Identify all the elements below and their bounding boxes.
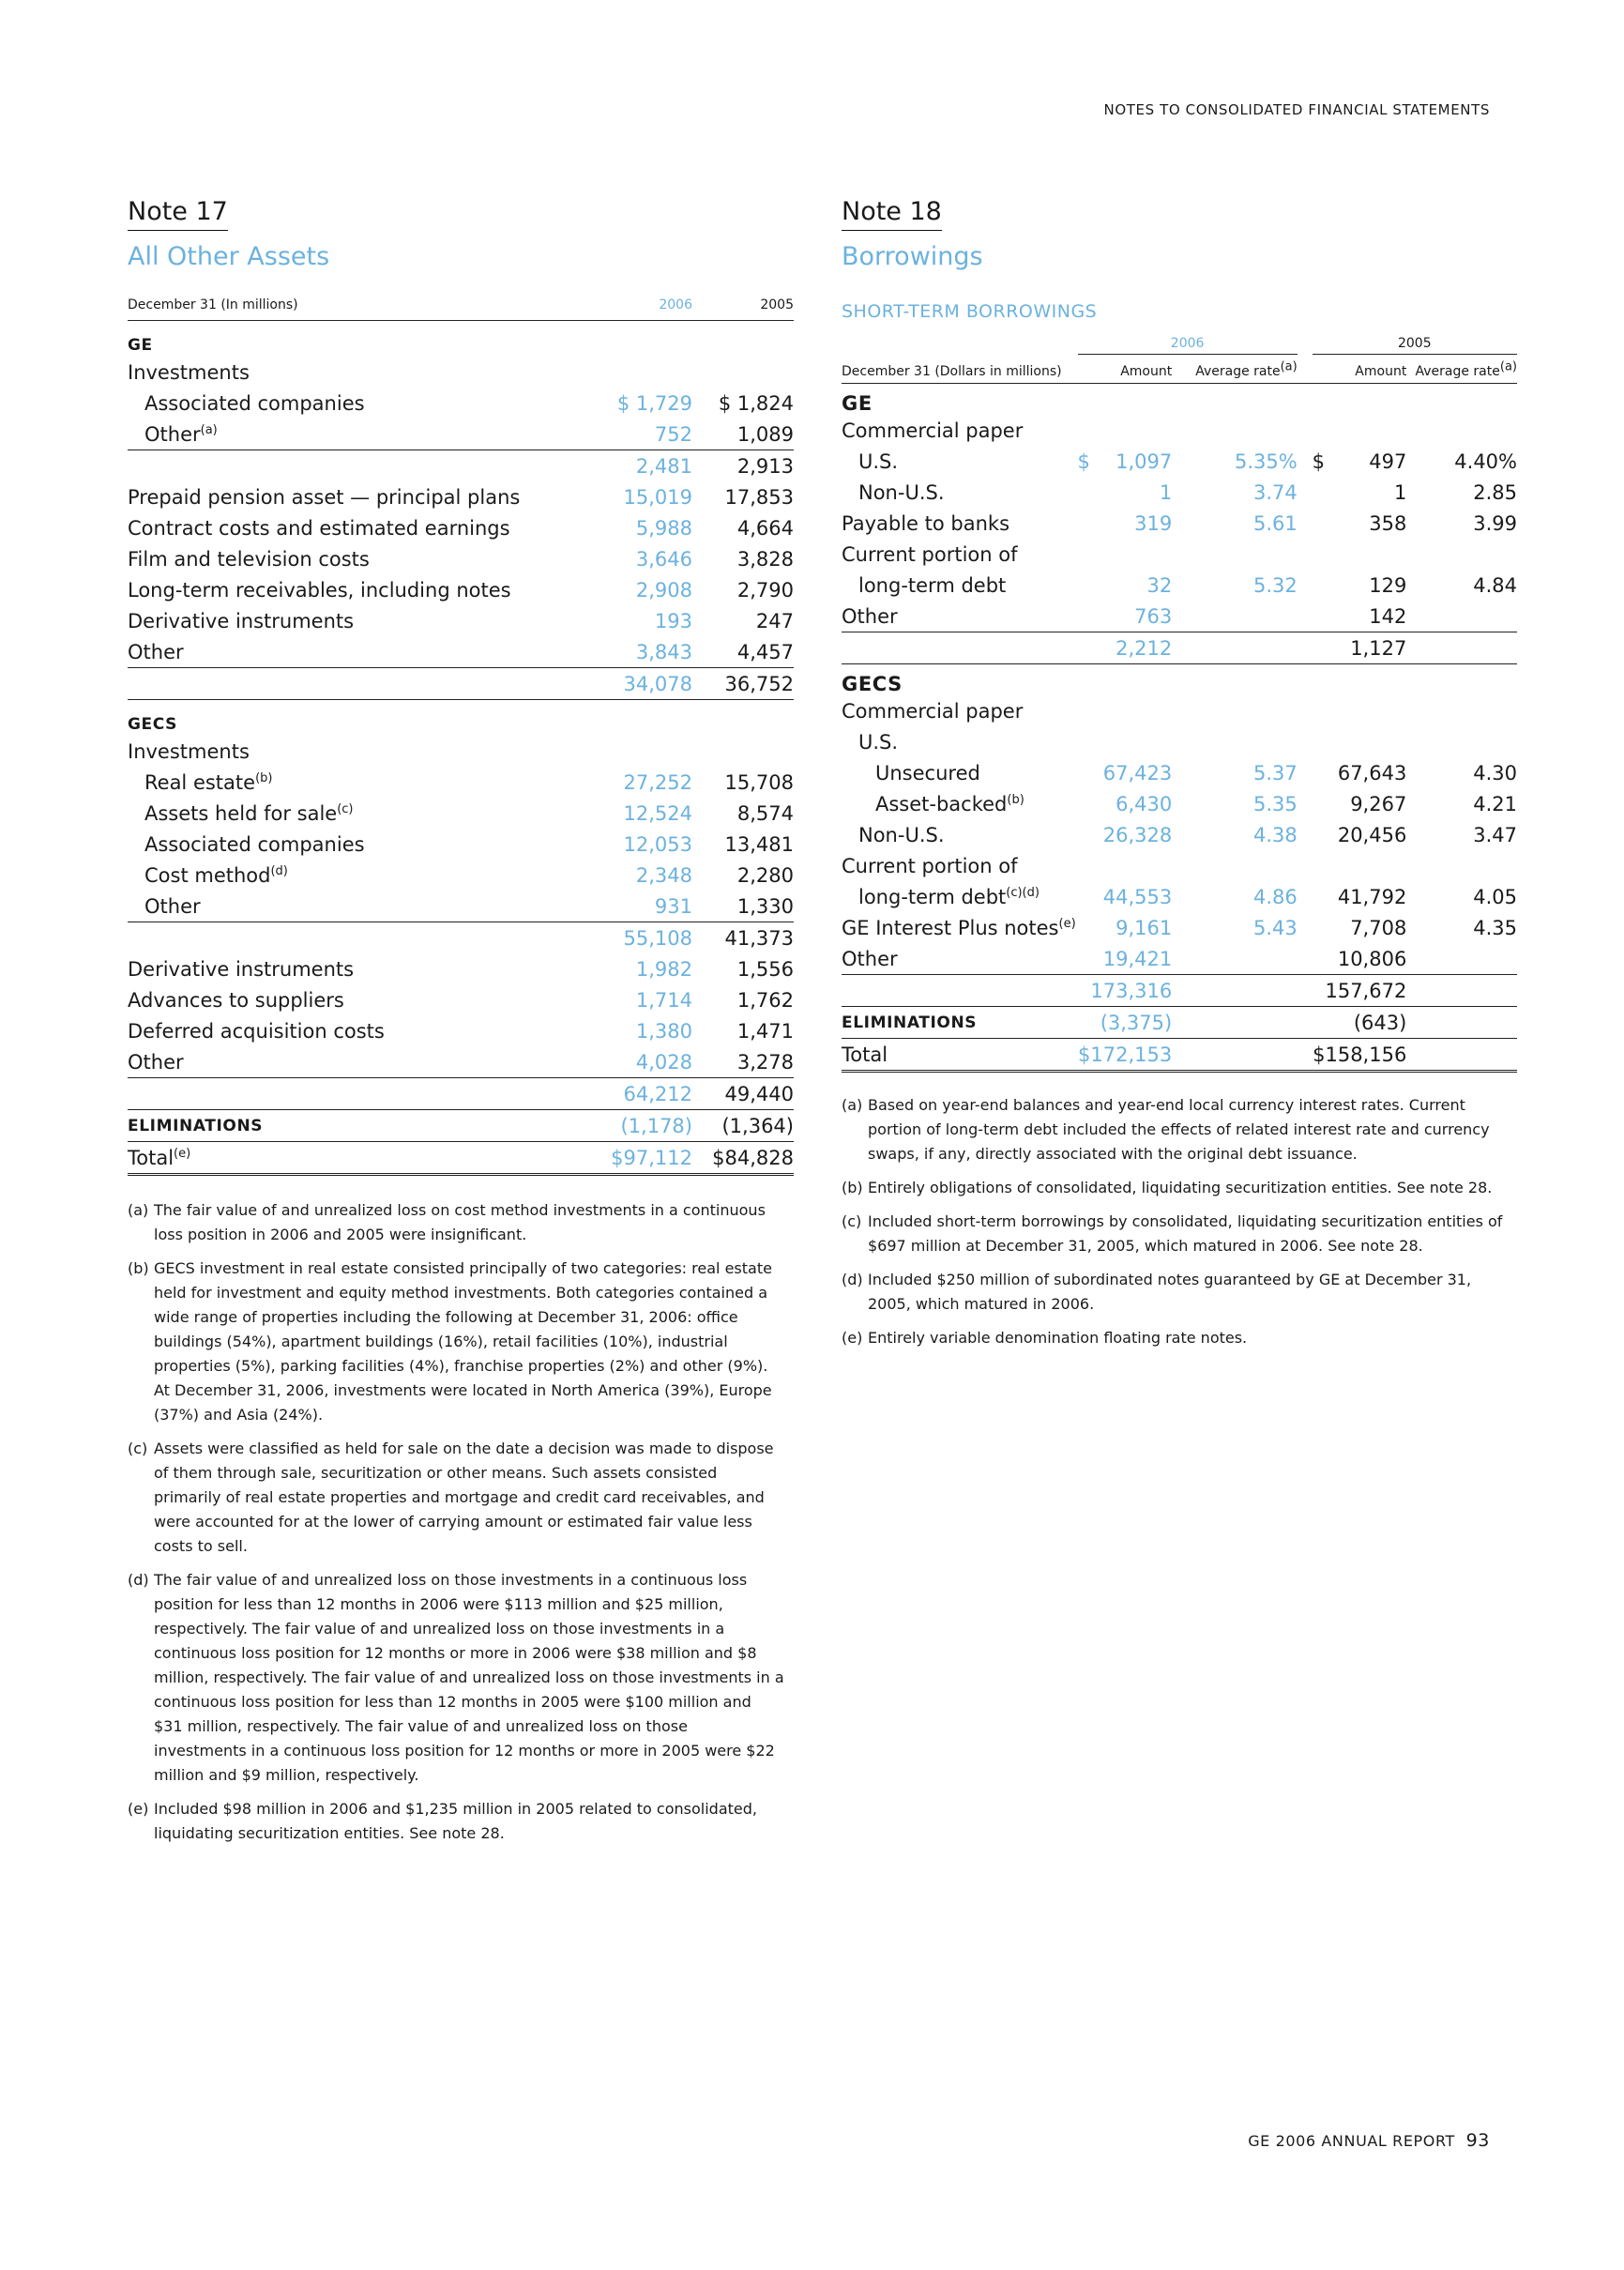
table-row: Other 4,028 3,278: [128, 1046, 794, 1078]
table-row: Investments: [128, 360, 250, 384]
table-row: Other$^{(a)}$ 752 1,089: [128, 419, 794, 450]
subtotal-row: 2,481 2,913: [635, 454, 794, 478]
year-header-row: [842, 333, 1517, 355]
table-row: Assets held for sale$^{(c)}$ 12,524 8,574: [144, 801, 794, 825]
section-subtitle: SHORT-TERM BORROWINGS: [842, 301, 1098, 322]
column-label: December 31 (Dollars in millions): [842, 355, 1078, 384]
note-17-number: Note 17: [128, 197, 228, 231]
table-row: Cost method$^{(d)}$ 2,348 2,280: [144, 863, 794, 887]
table-row: Deferred acquisition costs 1,380 1,471: [128, 1019, 794, 1043]
section-ge: GE: [128, 336, 153, 355]
footnote: (e) Included $98 million in 2006 and $1,235 million in 2005 related to consolidated, liquidating securitization entities. See note 28.: [128, 1800, 757, 1842]
footnote: (c) Assets were classified as held for sale on the date a decision was made to dispose of them through sale, securitization or other means. Such assets consisted primarily of real estate properties and mortgage and credit card receivables, and were accounted for at the lower of carrying amount or estimated fair value less costs to sell.: [128, 1440, 774, 1555]
table-row: long-term debt 32 5.32 129 4.84: [858, 573, 1517, 597]
running-header: NOTES TO CONSOLIDATED FINANCIAL STATEMENTS: [1103, 101, 1490, 118]
year-2005: 2005: [1313, 333, 1517, 355]
table-row: Current portion of: [842, 542, 1018, 566]
table-row: Current portion of: [842, 854, 1018, 877]
short-term-borrowings-table: [842, 333, 1517, 1073]
page-number: 93: [1465, 2130, 1490, 2151]
table-row: Derivative instruments 193 247: [128, 609, 794, 632]
footnote: (d) The fair value of and unrealized loss on those investments in a continuous loss position for less than 12 months in 2006 were $113 million and $25 million, respectively. The fair value of and unrealized loss on those investments in a continuous loss position for 12 months or more in 2006 were $38 million and $8 million, respectively. The fair value of and unrealized loss on those investments in a continuous loss position for less than 12 months in 2005 were $100 million and $31 million, respectively. The fair value of and unrealized loss on those investments in a continuous loss position for 12 months or more in 2005 were $22 million and $9 million, respectively.: [128, 1571, 784, 1784]
note-18-column: [842, 197, 1517, 1360]
table-row: Other 763 142: [842, 601, 1517, 632]
section-gecs: GECS: [842, 673, 903, 695]
footnote: (d) Included $250 million of subordinated notes guaranteed by GE at December 31, 2005, which matured in 2006.: [842, 1271, 1472, 1313]
table-row: Commercial paper: [842, 419, 1024, 442]
table-header-row: [128, 297, 794, 321]
note-18-title: Borrowings: [842, 242, 983, 271]
footnote: (e) Entirely variable denomination floating rate notes.: [842, 1329, 1248, 1347]
column-2005: 2005: [692, 297, 794, 321]
table-row: Associated companies $ 1,729 $ 1,824: [144, 391, 794, 415]
footnote: (b) Entirely obligations of consolidated, liquidating securitization entities. See note 28.: [842, 1179, 1493, 1196]
total-row: Total $172,153 $158,156: [842, 1039, 1517, 1072]
table-row: Prepaid pension asset — principal plans 15,019 17,853: [128, 485, 794, 509]
table-row: Associated companies 12,053 13,481: [144, 832, 794, 856]
footnote: (b) GECS investment in real estate consisted principally of two categories: real estate held for investment and equity method investments. Both categories contained a wide range of properties including the following at December 31, 2006: office buildings (54%), apartment buildings (16%), retail facilities (10%), industrial properties (5%), parking facilities (4%), franchise properties (2%) and other (9%). At December 31, 2006, investments were located in North America (39%), Europe (37%) and Asia (24%).: [128, 1259, 772, 1424]
note-17-title: All Other Assets: [128, 242, 330, 271]
table-row: Contract costs and estimated earnings 5,988 4,664: [128, 516, 794, 540]
year-2006: 2006: [1078, 333, 1298, 355]
table-row: GE Interest Plus notes$^{(e)}$ 9,161 5.43 7,708 4.35: [842, 916, 1517, 939]
table-row: Asset-backed$^{(b)}$ 6,430 5.35 9,267 4.21: [875, 792, 1517, 815]
note-17-column: [128, 197, 794, 1855]
ge-total-row: 34,078 36,752: [128, 668, 794, 700]
gecs-total-row: 173,316 157,672: [842, 975, 1517, 1007]
table-row: Non-U.S. 26,328 4.38 20,456 3.47: [858, 823, 1517, 846]
table-row: Payable to banks 319 5.61 358 3.99: [842, 511, 1517, 535]
table-row: Commercial paper: [842, 699, 1024, 723]
table-row: Non-U.S. 1 3.74 1 2.85: [858, 480, 1517, 504]
table-row: long-term debt$^{(c)(d)}$ 44,553 4.86 41,792 4.05: [858, 885, 1517, 908]
table-row: U.S. $ 1,097 5.35% $ 497 4.40%: [858, 449, 1517, 473]
table-row: Advances to suppliers 1,714 1,762: [128, 988, 794, 1012]
note-18-footnotes: [842, 1093, 1512, 1350]
other-assets-table: [128, 297, 794, 1176]
column-label: December 31 (In millions): [128, 297, 608, 321]
table-row: Real estate$^{(b)}$ 27,252 15,708: [144, 770, 794, 794]
page-footer: [1248, 2130, 1490, 2151]
ge-total-row: 2,212 1,127: [842, 632, 1517, 664]
table-row: Unsecured 67,423 5.37 67,643 4.30: [875, 761, 1517, 785]
table-row: Other 931 1,330: [128, 891, 794, 922]
gecs-total-row: 64,212 49,440: [128, 1078, 794, 1110]
table-row: Long-term receivables, including notes 2,908 2,790: [128, 578, 794, 602]
footnote: (a) The fair value of and unrealized loss on cost method investments in a continuous loss position in 2006 and 2005 were insignificant.: [128, 1201, 766, 1243]
section-gecs: GECS: [128, 715, 178, 734]
note-17-footnotes: [128, 1198, 784, 1846]
section-ge: GE: [842, 392, 873, 415]
total-row: Total$^{(e)}$ $97,112 $84,828: [128, 1142, 794, 1175]
table-row: Investments: [128, 739, 250, 763]
table-row: Other 19,421 10,806: [842, 943, 1517, 975]
footnote: (c) Included short-term borrowings by consolidated, liquidating securitization entities of $697 million at December 31, 2005, which matured in 2006. See note 28.: [842, 1212, 1503, 1255]
table-row: Film and television costs 3,646 3,828: [128, 547, 794, 571]
report-title: GE 2006 ANNUAL REPORT: [1248, 2132, 1455, 2150]
column-2006: 2006: [608, 297, 692, 321]
note-18-number: Note 18: [842, 197, 942, 231]
table-row: U.S.: [858, 730, 899, 754]
eliminations-row: ELIMINATIONS (1,178) (1,364): [128, 1110, 794, 1142]
eliminations-row: ELIMINATIONS (3,375) (643): [842, 1007, 1517, 1039]
footnote: (a) Based on year-end balances and year-end local currency interest rates. Current portion of long-term debt included the effects of related interest rate and currency swaps, if any, directly associated with the original debt issuance.: [842, 1096, 1490, 1163]
column-header-row: December 31 (Dollars in millions) Amount Average rate$^{(a)}$ Amount Average rate$^{(a)}$: [842, 355, 1517, 384]
table-row: Derivative instruments 1,982 1,556: [128, 957, 794, 981]
table-row: Other 3,843 4,457: [128, 636, 794, 668]
subtotal-row: 55,108 41,373: [623, 926, 794, 950]
